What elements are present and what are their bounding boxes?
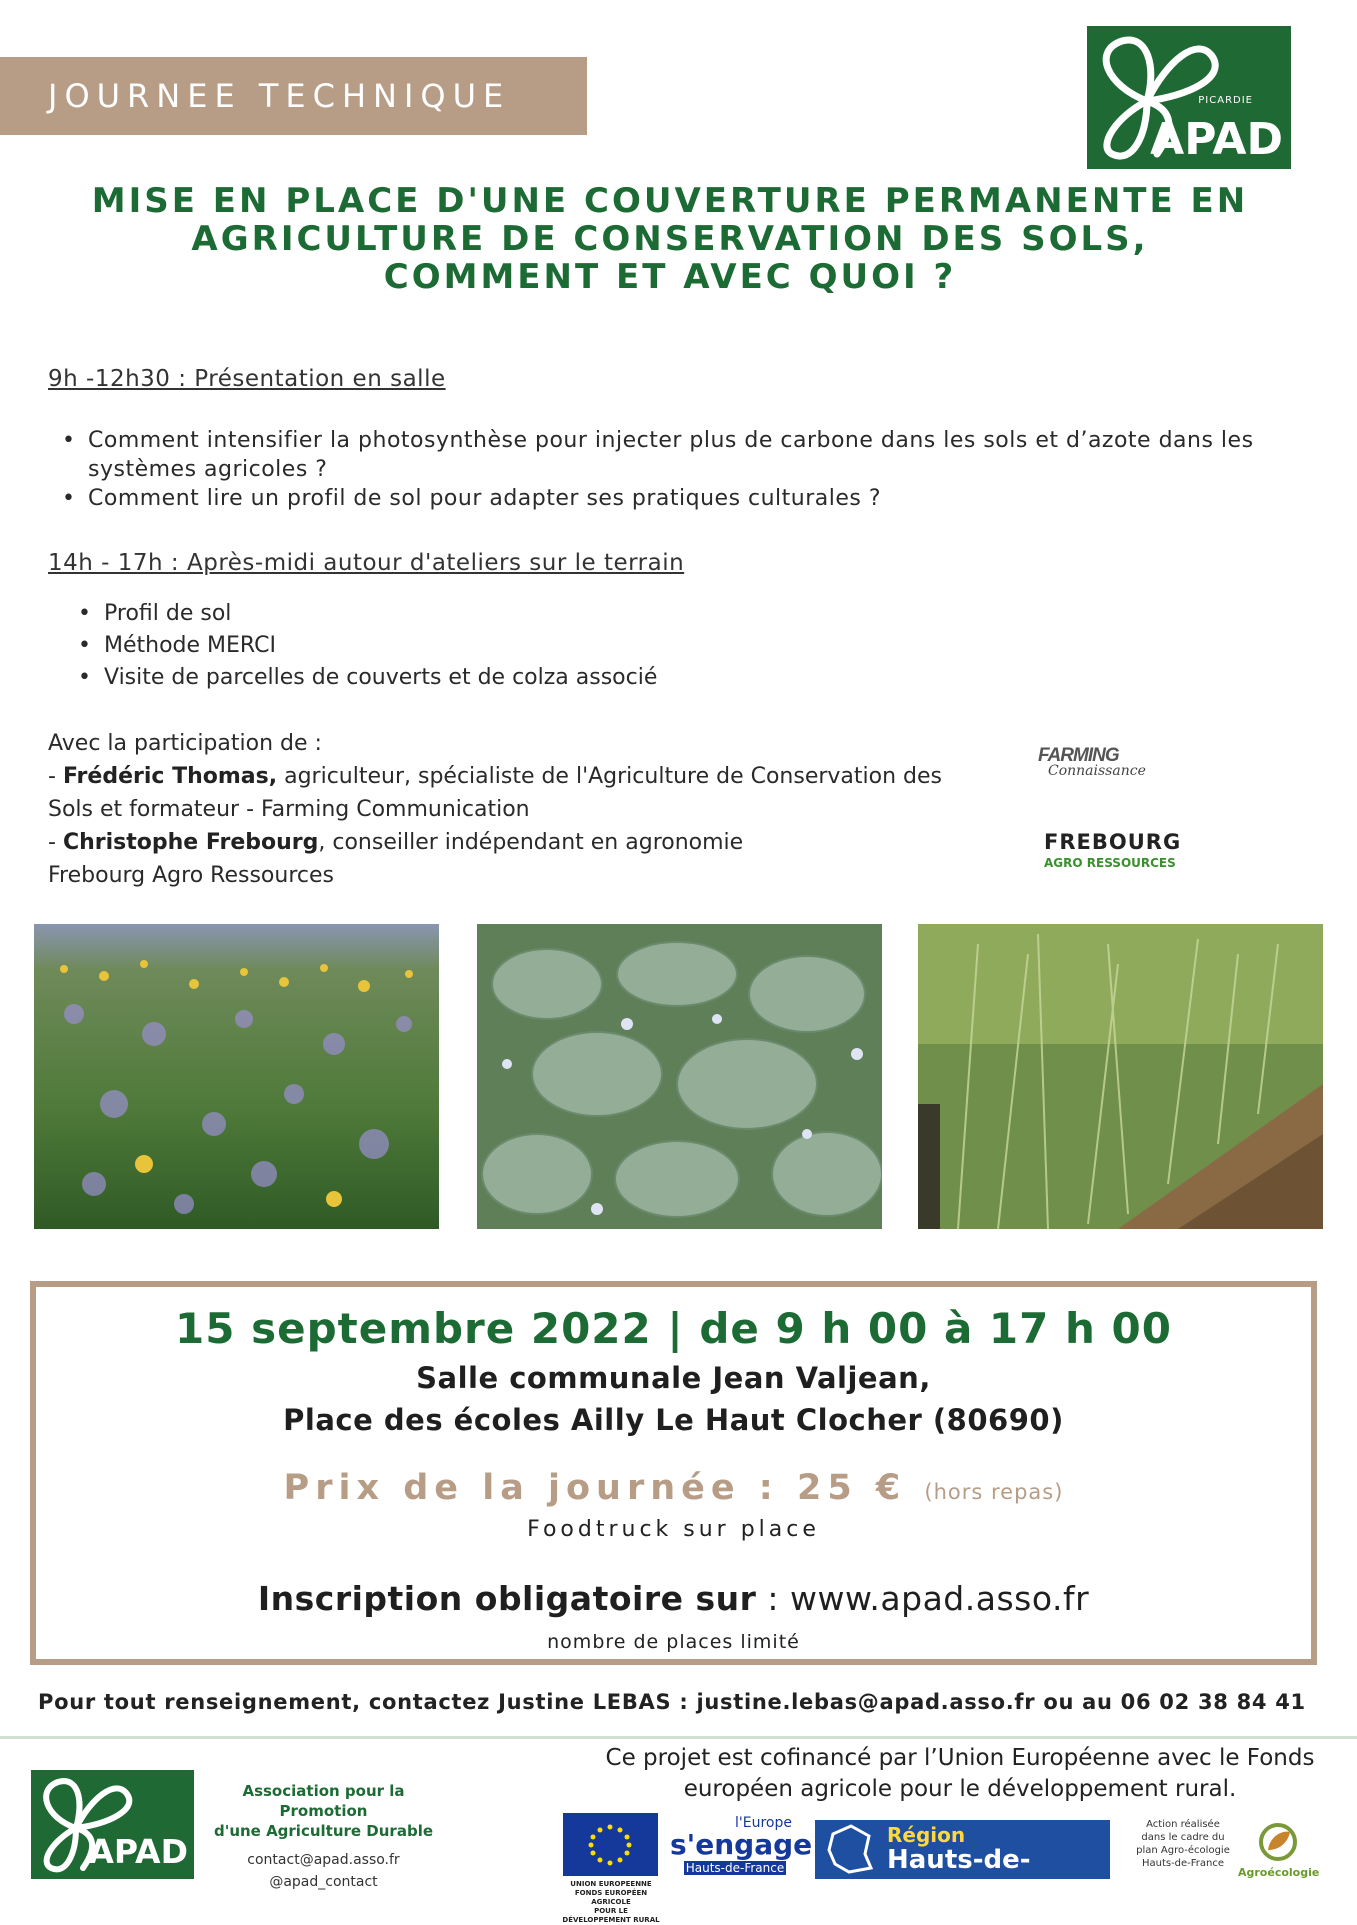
event-date: 15 septembre 2022 | de 9 h 00 à 17 h 00 [175, 1304, 1172, 1353]
agroecologie-logo: Agroécologie [1238, 1820, 1318, 1882]
europe-sengage-logo: l'Europe s'engage Hauts-de-France [670, 1815, 813, 1875]
title-line-1: MISE EN PLACE D'UNE COUVERTURE PERMANENTE EN [91, 181, 1249, 221]
farming-connaissance-logo: FARMING Connaissance [1038, 745, 1146, 779]
apad-footer-logo [31, 1770, 194, 1879]
participants-block [48, 727, 1008, 892]
morning-list [50, 426, 1330, 513]
list-item: • Méthode MERCI [66, 630, 966, 662]
eu-caption: UNION EUROPEENNE FONDS EUROPÉEN AGRICOLE POUR LE DÉVELOPPEMENT RURAL [562, 1880, 660, 1924]
contact-line [38, 1690, 1328, 1714]
assoc-email[interactable]: contact@apad.asso.fr [247, 1852, 400, 1868]
photo-soil-profile [918, 924, 1323, 1229]
contact-or: ou au [1043, 1690, 1113, 1714]
contact-label: Pour tout renseignement, contactez Justine LEBAS : [38, 1690, 689, 1714]
contact-email[interactable]: justine.lebas@apad.asso.fr [696, 1690, 1036, 1714]
places-limit: nombre de places limité [547, 1631, 800, 1653]
photo-flower-cover-field [34, 924, 439, 1229]
afternoon-heading: 14h - 17h : Après-midi autour d'ateliers sur le terrain [48, 550, 685, 576]
price-note: (hors repas) [924, 1480, 1064, 1504]
photo-rapeseed-cover [477, 924, 882, 1229]
event-type-banner [0, 57, 587, 135]
registration-label: Inscription obligatoire sur [257, 1579, 757, 1618]
list-item: • Visite de parcelles de couverts et de colza associé [66, 662, 966, 694]
foodtruck-note: Foodtruck sur place [527, 1517, 820, 1542]
registration-line [30, 1579, 1317, 1618]
eu-stars-icon [563, 1813, 658, 1876]
venue-name: Salle communale Jean Valjean, [416, 1361, 931, 1395]
assoc-social[interactable]: @apad_contact [269, 1874, 378, 1890]
price [30, 1468, 1317, 1508]
leaf-circle-icon [1238, 1820, 1318, 1862]
region-map-icon [821, 1820, 881, 1879]
price-amount: Prix de la journée : 25 € [283, 1468, 907, 1508]
participant-name: Frédéric Thomas, [62, 764, 278, 789]
list-item: • Comment intensifier la photosynthèse pour injecter plus de carbone dans les sols et d’azote dans les systèmes agricoles ? [50, 426, 1330, 484]
agro-ecology-plan-note: Action réalisée dans le cadre du plan Agro-écologie Hauts-de-France [1136, 1819, 1230, 1869]
participant-1-desc: Sols et formateur - Farming Communication [48, 797, 530, 822]
morning-heading: 9h -12h30 : Présentation en salle [48, 366, 446, 392]
list-item: • Profil de sol [66, 598, 966, 630]
frebourg-logo: FREBOURG AGRO RESSOURCES [1044, 830, 1182, 870]
contact-phone[interactable]: 06 02 38 84 41 [1120, 1690, 1306, 1714]
title-line-2: AGRICULTURE DE CONSERVATION DES SOLS, [191, 219, 1149, 259]
event-type-label: JOURNEE TECHNIQUE [48, 77, 511, 115]
footer-divider [0, 1736, 1357, 1739]
apad-logo [1087, 26, 1291, 169]
page-title [40, 182, 1300, 296]
association-info [196, 1781, 451, 1893]
region-label: PICARDIE [1198, 95, 1253, 106]
venue-address: Place des écoles Ailly Le Haut Clocher (80690) [283, 1403, 1064, 1437]
region-hauts-de-france-logo: Région Hauts-de-France [815, 1820, 1110, 1879]
list-item: • Comment lire un profil de sol pour adapter ses pratiques culturales ? [50, 484, 1330, 513]
participant-2-org: Frebourg Agro Ressources [48, 863, 334, 888]
assoc-name-2: d'une Agriculture Durable [213, 1822, 434, 1840]
logo-wordmark: APAD [1150, 114, 1283, 165]
afternoon-list [66, 598, 966, 694]
cofinancing-note: Ce projet est cofinancé par l’Union Européenne avec le Fonds européen agricole pour le développement rural. [605, 1745, 1315, 1802]
participant-1: - Frédéric Thomas, agriculteur, spécialiste de l'Agriculture de Conservation des [48, 764, 943, 789]
assoc-name-1: Association pour la Promotion [242, 1782, 405, 1820]
eu-flag-logo [563, 1813, 658, 1876]
title-line-3: COMMENT ET AVEC QUOI ? [383, 257, 957, 297]
participant-name: Christophe Frebourg [62, 830, 319, 855]
registration-url[interactable]: : www.apad.asso.fr [756, 1579, 1090, 1618]
participants-intro: Avec la participation de : [48, 731, 322, 756]
logo-wordmark: APAD [88, 1832, 188, 1871]
participant-2: - Christophe Frebourg, conseiller indépendant en agronomie [48, 830, 744, 855]
